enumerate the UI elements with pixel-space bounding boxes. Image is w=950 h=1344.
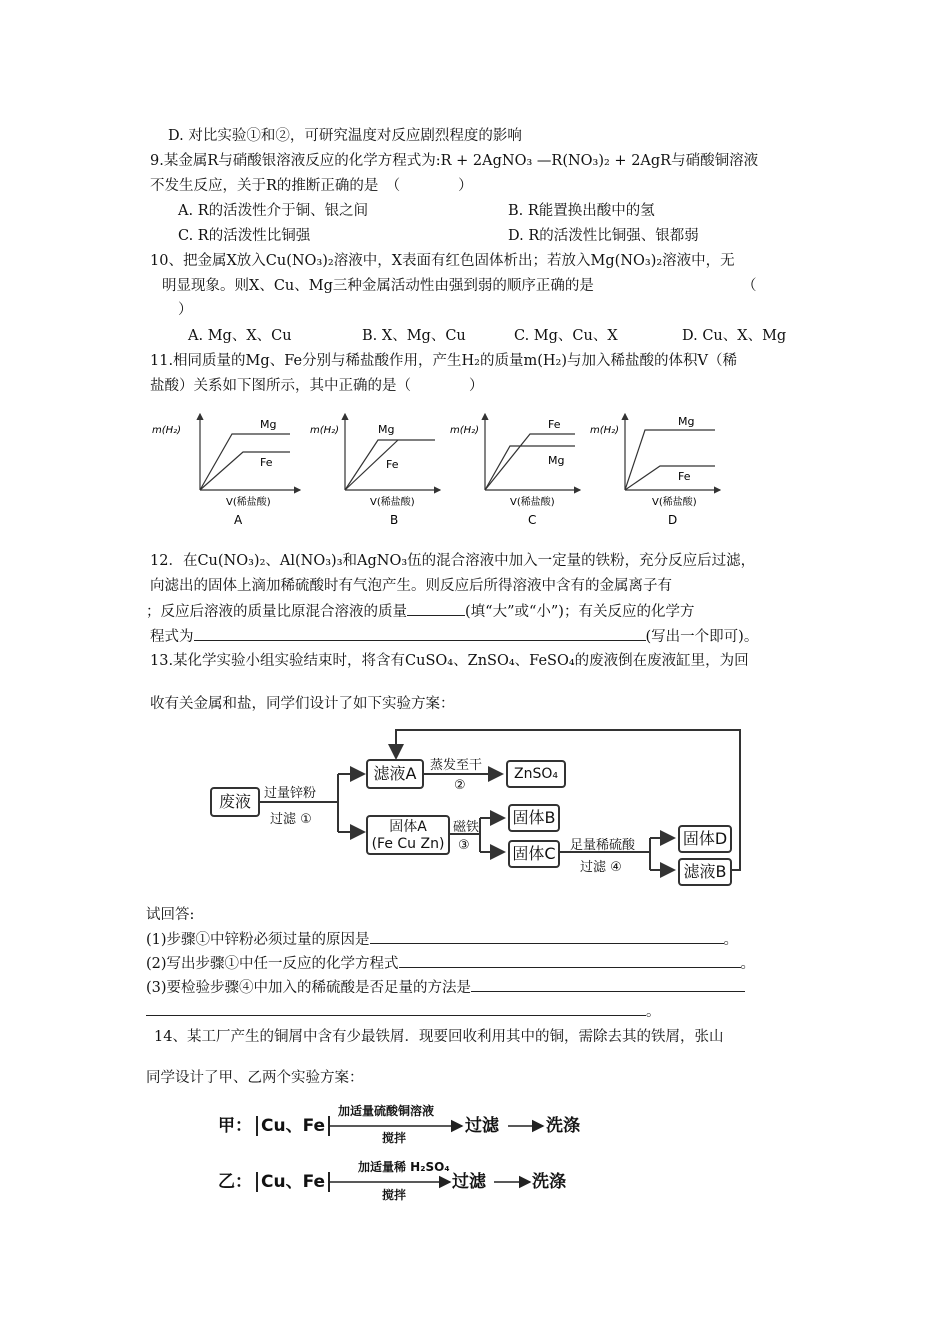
q13-sub3-cont: [146, 1001, 661, 1022]
flow-step3-bottom: ③: [458, 838, 470, 853]
plan-b-reagent: 加适量稀 H₂SO₄: [358, 1160, 450, 1174]
q13-sub3: [146, 977, 745, 998]
q13-sub2: [146, 953, 755, 974]
q13-sub3-text: (3)要检验步骤④中加入的稀硫酸是否足量的方法是: [146, 980, 472, 996]
q12-stem-line2: 向滤出的固体上滴加稀硫酸时有气泡产生。则反应后所得溶液中含有的金属离子有: [150, 578, 672, 594]
plan-a-step2: 洗涤: [546, 1116, 580, 1136]
q10-paren-close: ）: [178, 302, 193, 318]
graph-b-letter: B: [390, 513, 399, 527]
graph-d-bottom-label: Fe: [678, 470, 691, 483]
q9-option-b: B. R能置换出酸中的氢: [508, 203, 655, 219]
q13-sub1-end: 。: [723, 932, 739, 948]
plan-a-reactants: Cu、Fe: [256, 1116, 330, 1136]
graph-b-bottom-label: Fe: [386, 458, 399, 471]
plan-b-step1: 过滤: [452, 1172, 486, 1192]
graph-a-letter: A: [234, 513, 243, 527]
flow-solid-a-name: 固体A: [389, 819, 427, 835]
q13-blank-1[interactable]: [370, 929, 724, 944]
q12-line4-b: (写出一个即可)。: [645, 629, 759, 645]
q9-stem-line1: 9.某金属R与硝酸银溶液反应的化学方程式为:R + 2AgNO₃ —R(NO₃)₂ + 2AgR与硝酸铜溶液: [150, 153, 759, 169]
q13-blank-3a[interactable]: [471, 977, 745, 992]
plan-a-step1: 过滤: [465, 1116, 499, 1136]
q10-option-a: A. Mg、X、Cu: [188, 328, 292, 344]
q11-stem-line2: 盐酸）关系如下图所示，其中正确的是（ ）: [150, 378, 484, 394]
plan-a-name: 甲：: [218, 1116, 252, 1136]
graph-a-bottom-label: Fe: [260, 456, 273, 469]
q9-stem-line2: 不发生反应，关于R的推断正确的是 （ ）: [150, 178, 473, 194]
graph-c-xlabel: V(稀盐酸): [510, 497, 555, 508]
plan-b-reactants: Cu、Fe: [256, 1172, 330, 1192]
q11-stem-line1: 11.相同质量的Mg、Fe分别与稀盐酸作用，产生H₂的质量m(H₂)与加入稀盐酸的体积V（稀: [150, 353, 737, 369]
graph-d-ylabel: m(H₂): [590, 425, 620, 436]
flow-solid-c: 固体C: [508, 840, 560, 868]
flow-step4-bottom: 过滤 ④: [580, 860, 622, 875]
q13-stem-line2: 收有关金属和盐，同学们设计了如下实验方案：: [150, 696, 455, 712]
flow-solid-a: [366, 815, 450, 855]
q13-blank-2[interactable]: [399, 953, 741, 968]
plan-a-action: 搅拌: [382, 1131, 407, 1145]
graph-d-xlabel: V(稀盐酸): [652, 497, 697, 508]
plan-b-name: 乙：: [218, 1172, 252, 1192]
q13-sub3-end: 。: [646, 1004, 661, 1020]
flow-filtrate-b: 滤液B: [678, 858, 732, 886]
q9-option-c: C. R的活泼性比铜强: [178, 228, 311, 244]
graph-c-letter: C: [528, 513, 537, 527]
q9-option-d: D. R的活泼性比铜强、银都弱: [508, 228, 699, 244]
graph-a-top-label: Mg: [260, 418, 277, 431]
plan-a-reagent: 加适量硫酸铜溶液: [338, 1104, 435, 1118]
q10-option-b: B. X、Mg、Cu: [362, 328, 466, 344]
graph-b-xlabel: V(稀盐酸): [370, 497, 415, 508]
graph-b-top-label: Mg: [378, 423, 395, 436]
graph-b-ylabel: m(H₂): [310, 425, 340, 436]
q12-line3-a: ；反应后溶液的质量比原混合溶液的质量: [146, 604, 407, 620]
flow-solid-d: 固体D: [678, 825, 732, 853]
flow-step3-top: 磁铁: [453, 820, 480, 835]
q13-sub2-end: 。: [740, 956, 756, 972]
flow-znso4: ZnSO₄: [506, 760, 566, 788]
q14-stem-line2: 同学设计了甲、乙两个实验方案：: [146, 1070, 364, 1086]
flow-solid-a-contents: (Fe Cu Zn): [371, 836, 445, 852]
q10-paren-open: （: [742, 278, 757, 294]
plan-b-step2: 洗涤: [532, 1172, 566, 1192]
flow-step2-bottom: ②: [454, 778, 466, 793]
q13-answer-intro: 试回答:: [146, 907, 195, 923]
flow-step1-top: 过量锌粉: [264, 786, 317, 801]
flow-solid-b: 固体B: [508, 804, 560, 832]
q13-sub2-text: (2)写出步骤①中任一反应的化学方程式: [146, 956, 399, 972]
q10-option-c: C. Mg、Cu、X: [514, 328, 618, 344]
q8-option-d: D. 对比实验①和②，可研究温度对反应剧烈程度的影响: [168, 128, 522, 144]
flow-step4-top: 足量稀硫酸: [570, 838, 636, 853]
q9-option-a: A. R的活泼性介于铜、银之间: [178, 203, 369, 219]
graph-d-letter: D: [668, 513, 678, 527]
flow-filtrate-a: 滤液A: [366, 759, 424, 789]
graph-c-bottom-label: Mg: [548, 454, 565, 467]
q13-blank-3b[interactable]: [146, 1001, 646, 1016]
q14-stem-line1: 14、某工厂产生的铜屑中含有少最铁屑．现要回收利用其中的铜，需除去其的铁屑，张山: [154, 1029, 724, 1045]
q12-line3-b: (填“大”或“小”)；有关反应的化学方: [465, 604, 695, 620]
graph-a-xlabel: V(稀盐酸): [226, 497, 271, 508]
q13-sub1: [146, 929, 738, 950]
q12-line4-a: 程式为: [150, 629, 194, 645]
q13-stem-line1: 13.某化学实验小组实验结束时，将含有CuSO₄、ZnSO₄、FeSO₄的废液倒在废液缸里，为回: [150, 653, 749, 669]
q12-stem-line1: 12．在Cu(NO₃)₂、Al(NO₃)₃和AgNO₃伍的混合溶液中加入一定量的铁粉，充分反应后过滤，: [150, 553, 756, 569]
q10-stem-line2: 明显现象。则X、Cu、Mg三种金属活动性由强到弱的顺序正确的是: [162, 278, 594, 294]
graph-c-ylabel: m(H₂): [450, 425, 480, 436]
flow-step1-bottom: 过滤 ①: [270, 812, 312, 827]
graph-a-ylabel: m(H₂): [152, 425, 182, 436]
plan-b-action: 搅拌: [382, 1188, 407, 1202]
flow-step2-top: 蒸发至干: [430, 758, 483, 773]
graph-d-top-label: Mg: [678, 415, 695, 428]
q10-option-d: D. Cu、X、Mg: [682, 328, 787, 344]
flow-waste: 废液: [210, 787, 260, 817]
q10-stem-line1: 10、把金属X放入Cu(NO₃)₂溶液中，X表面有红色固体析出；若放入Mg(NO₃)₂溶液中，无: [150, 253, 735, 269]
q13-sub1-text: (1)步骤①中锌粉必须过量的原因是: [146, 932, 370, 948]
graph-c-top-label: Fe: [548, 418, 561, 431]
